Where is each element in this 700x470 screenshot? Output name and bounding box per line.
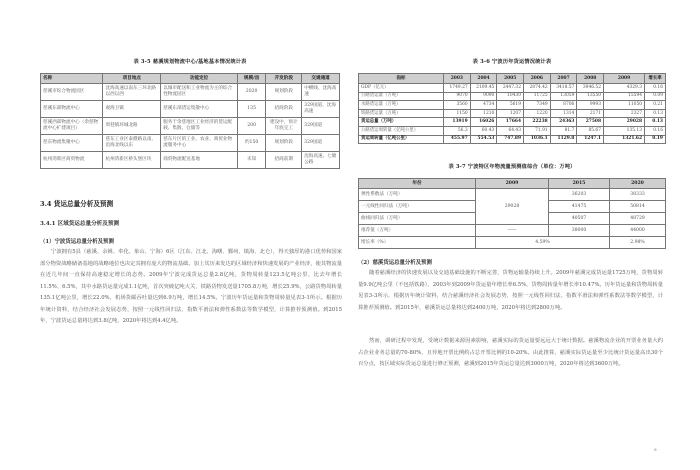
table-row (41, 152, 340, 169)
cell: 1749.27 (444, 84, 471, 93)
cell: 455.97 (444, 135, 471, 144)
cell: 36203 (549, 189, 610, 201)
table-header-row (41, 74, 340, 84)
cell: 1220 (524, 109, 551, 118)
cell: 增长率（%） (359, 237, 476, 249)
cell: 38000 (549, 225, 610, 237)
cell: 9070 (444, 92, 471, 101)
cell: 81.7 (550, 126, 577, 135)
cell: 64.43 (497, 126, 524, 135)
cell: 8706 (550, 101, 577, 110)
cell: 杭州湾新区桥头堡区块 (103, 152, 161, 169)
cell: 规划阶段 (266, 84, 302, 101)
cell: 招商前期 (266, 152, 302, 169)
cell: 41475 (549, 201, 610, 213)
table-row (41, 135, 340, 152)
cell: —— (476, 225, 549, 237)
cell: 弹性系数法（万吨） (359, 189, 476, 201)
cell: 17664 (497, 118, 524, 127)
table-3-5-block (40, 58, 340, 169)
header-cell: 2003 (444, 74, 471, 84)
header-cell: 2004 (470, 74, 497, 84)
table-header-row (359, 179, 666, 189)
cell: 9090 (470, 92, 497, 101)
cell: 曲线回归法（万吨） (359, 213, 476, 225)
table-row (359, 92, 666, 101)
cell: 沈海高速、七塘公路 (302, 152, 340, 169)
cell: 329国道 (302, 135, 340, 152)
cell: 16026 (470, 118, 497, 127)
cell: 杭州湾新区商贸物流 (41, 152, 103, 169)
cell: 24363 (550, 118, 577, 127)
header-cell: 2007 (550, 74, 577, 84)
cell: 200 (237, 118, 265, 135)
cell: 商贸物流配送基地 (161, 152, 238, 169)
cell: 27508 (577, 118, 604, 127)
header-cell: 项目地点 (103, 74, 161, 84)
header-cell: 开发阶段 (266, 74, 302, 84)
cell: 4.59% (476, 237, 610, 249)
header-cell: 2020 (610, 179, 666, 189)
header-cell: 年份 (359, 179, 476, 189)
header-cell: 2006 (524, 74, 551, 84)
cell: 0.13 (645, 118, 666, 127)
cell: 135.13 (604, 126, 645, 135)
cell: 未知 (237, 152, 265, 169)
table-row (359, 101, 666, 110)
row-label: 货运总量（万吨） (359, 118, 444, 127)
table-row (359, 237, 666, 249)
table-row (359, 135, 666, 144)
item-2-paragraph-2: 然而，调研过程中发现，受统计数据来源因素影响，慈溪实际的货运量要远远大于统计数据。慈溪物流企业的开票业务量大约占企业业务总量的70-80%，且异地开票比例约占总开票比例的10-20%。由此推算，慈溪实际货运量至少比统计货运量高出30个百分点，按区域实际货运总量进行修正预测，慈溪到2015年货运总量达到3000万吨，2020年将达到3600万吨。 (358, 338, 663, 367)
cell: 慈溪市综合物流园区 (41, 84, 103, 101)
cell: 1210 (470, 109, 497, 118)
table-row (359, 109, 666, 118)
item-1-title: （1）宁波货运总量分析及预测 (40, 239, 114, 245)
header-cell: 功能定位 (161, 74, 238, 84)
cell: 约150 (237, 135, 265, 152)
cell: 1036.1 (524, 135, 551, 144)
cell: 40507 (549, 213, 610, 225)
cell: 2020 (237, 84, 265, 101)
cell: 3418.57 (550, 84, 577, 93)
cell: 0.21 (645, 101, 666, 110)
row-label: 货运周转量（亿吨公里） (359, 135, 444, 144)
cell: 1247.1 (577, 135, 604, 144)
cell: 沈海高速以南东三环北路以西以西 (103, 84, 161, 101)
header-cell: 2005 (497, 74, 524, 84)
cell: 60.43 (470, 126, 497, 135)
header-cell: 指标 (359, 74, 444, 84)
cell: 2.98% (610, 237, 666, 249)
cell: 29028 (604, 118, 645, 127)
cell: 1150 (444, 109, 471, 118)
row-label: 公路货运周转量（亿吨公里） (359, 126, 444, 135)
cell: 10430 (497, 92, 524, 101)
cell: 0.19 (645, 135, 666, 144)
cell: 建设中，预计年底完工 (266, 118, 302, 135)
page-number: 9 (654, 447, 657, 452)
cell: 一元线性回归法（万吨） (359, 201, 476, 213)
cell: 44000 (610, 225, 666, 237)
cell: 1129.8 (550, 135, 577, 144)
cell: 554.53 (470, 135, 497, 144)
cell: 2874.42 (524, 84, 551, 93)
header-cell: 交通通道 (302, 74, 340, 84)
cell: 周巷镇环城北路 (103, 118, 161, 135)
cell: 135 (237, 101, 265, 118)
cell: 2327 (604, 109, 645, 118)
cell: 13919 (444, 118, 471, 127)
header-cell: 2009 (604, 74, 645, 84)
cell: 0.09 (645, 92, 666, 101)
cell: 中横线、沈海高速 (302, 84, 340, 101)
item-2-title: （2）慈溪货运总量分析及预测 (358, 260, 432, 266)
cell: 4329.3 (604, 84, 645, 93)
cell: 329国道、沈海高速 (302, 101, 340, 118)
cell: 22238 (524, 118, 551, 127)
row-label: 水路货运量（万吨） (359, 101, 444, 110)
section-title: 3.4 货运总量分析及预测 (40, 200, 114, 208)
header-cell: 2015 (549, 179, 610, 189)
cell: 2171 (577, 109, 604, 118)
cell: 329国道 (302, 118, 340, 135)
cell: 以城市配送和工业物流为主的综合性物流园区 (161, 84, 238, 101)
table-row (359, 126, 666, 135)
row-label: GDP（亿元） (359, 84, 444, 93)
cell: 13059 (550, 92, 577, 101)
cell: 5619 (497, 101, 524, 110)
cell: 1314 (550, 109, 577, 118)
table-3-7-block (358, 163, 666, 249)
cell: 1321.62 (604, 135, 645, 144)
table-row (359, 118, 666, 127)
cell: 13550 (577, 92, 604, 101)
cell: 50814 (610, 201, 666, 213)
cell: 3946.52 (577, 84, 604, 93)
table-3-6-caption: 表 3-6 宁波历年货运情况统计表 (472, 59, 552, 65)
cell: 规划阶段 (266, 135, 302, 152)
table-3-5-caption: 表 3-5 慈溪规划物流中心/基地基本情况统计表 (133, 59, 247, 65)
table-3-7 (358, 178, 666, 249)
cell: 9993 (577, 101, 604, 110)
cell: 0.16 (645, 126, 666, 135)
cell: 0.13 (645, 109, 666, 118)
cell: 15594 (604, 92, 645, 101)
cell: 招商阶段 (266, 101, 302, 118)
cell: 2447.32 (497, 84, 524, 93)
cell: 推荐值（万吨） (359, 225, 476, 237)
cell: 观海卫镇 (103, 101, 161, 118)
header-cell: 规模/亩 (237, 74, 265, 84)
cell: 85.67 (577, 126, 604, 135)
cell: 56.3 (444, 126, 471, 135)
table-row (359, 189, 666, 201)
table-row (41, 118, 340, 135)
cell: 38333 (610, 189, 666, 201)
cell: 慈东物流集聚中心 (41, 135, 103, 152)
cell-2009-base: 29028 (476, 189, 549, 225)
cell: 71.91 (524, 126, 551, 135)
table-row (359, 84, 666, 93)
header-cell: 2008 (577, 74, 604, 84)
cell: 1207 (497, 109, 524, 118)
cell: 48729 (610, 213, 666, 225)
item-2-paragraph-1: 随着慈溪经济的快速发展以及交通基础设施的不断完善，货物运输量持续上升。2009年慈溪完成货运量1725万吨，货物周转量9.9亿吨公里（不包括铁路），2003年到2009年货运量年增长率6.5%，货物周转量年增长率10.47%。历年货运量和货物周转量见表3-3所示，根据历年统计资料，结合慈溪经济社会发展态势，按照一元线性回归法、指数平滑法和弹性系数法等数学模型，计算推荐预测值。到2015年，慈溪货运总量将达到2400万吨，2020年将达到2800万吨。 (358, 270, 663, 311)
cell: 2109.45 (470, 84, 497, 93)
row-label: 公路货运量（万吨） (359, 92, 444, 101)
table-row (359, 225, 666, 237)
table-3-6 (358, 73, 666, 144)
cell: 11725 (524, 92, 551, 101)
table-3-7-caption: 表 3-7 宁波特区年物流量预测值综合（单位：万吨） (448, 164, 576, 170)
cell: 服务于余慈地区工业经济的货运配载、集散、仓储等 (161, 118, 238, 135)
header-cell: 名称 (41, 74, 103, 84)
table-row (41, 101, 340, 118)
item-1-paragraph: 宁波拥有5县（慈溪、余姚、奉化、象山、宁海）6区（江东、江北、海曙、鄞州、镇海、北仑），得天独厚的港口优势和国家部分物资战略储备基地的战略地位也决定其拥有庞大的物流基础。加上其历来发达的区域经济和快速发展的产业经济，使其物流量在近几年间一直保持高速稳定增长的态势。2009年宁波完成货运总量2.8亿吨，货物周转量123.5亿吨公里，比去年增长11.5%、6.5%，其中水路货运量完成1.1亿吨，首次突破亿吨大关，铁路货物发送量1705.8万吨，增长25.9%，公路货物周转量135.1亿吨公里，增长22.0%，机场货邮吞吐量达到6.9万吨，增长14.5%。宁波历年货运量和货物周转量见表3-1所示。根据历年统计资料，结合经济社会发展态势，按照一元线性回归法、指数平滑法和弹性系数法等数学模型，计算推荐预测值。到2015年，宁波货运总量将达到3.8亿吨，2020年将达到4.4亿吨。 (40, 249, 342, 324)
cell: 慈东片区的工业、农业、商贸业物流服务中心 (161, 135, 238, 152)
cell: 11050 (604, 101, 645, 110)
cell: 慈溪东部货运集散中心 (161, 101, 238, 118)
table-header-row (359, 74, 666, 84)
cell: 慈东工业区泰濮路以南，沿海北线以东 (103, 135, 161, 152)
subsection-title: 3.4.1 区域货运总量分析及预测 (40, 221, 120, 227)
cell: 4734 (470, 101, 497, 110)
cell: 慈溪西部物流中心（余慈物流中心扩建项目） (41, 118, 103, 135)
cell: 3560 (444, 101, 471, 110)
cell: 7349 (524, 101, 551, 110)
table-3-6-block (358, 58, 666, 144)
table-row (41, 84, 340, 101)
cell: 0.16 (645, 84, 666, 93)
header-cell: 增长率 (645, 74, 666, 84)
header-cell: 2009 (476, 179, 549, 189)
table-3-5 (40, 73, 340, 169)
row-label: 铁路货运量（万吨） (359, 109, 444, 118)
cell: 慈溪东部物流中心 (41, 101, 103, 118)
cell: 747.89 (497, 135, 524, 144)
